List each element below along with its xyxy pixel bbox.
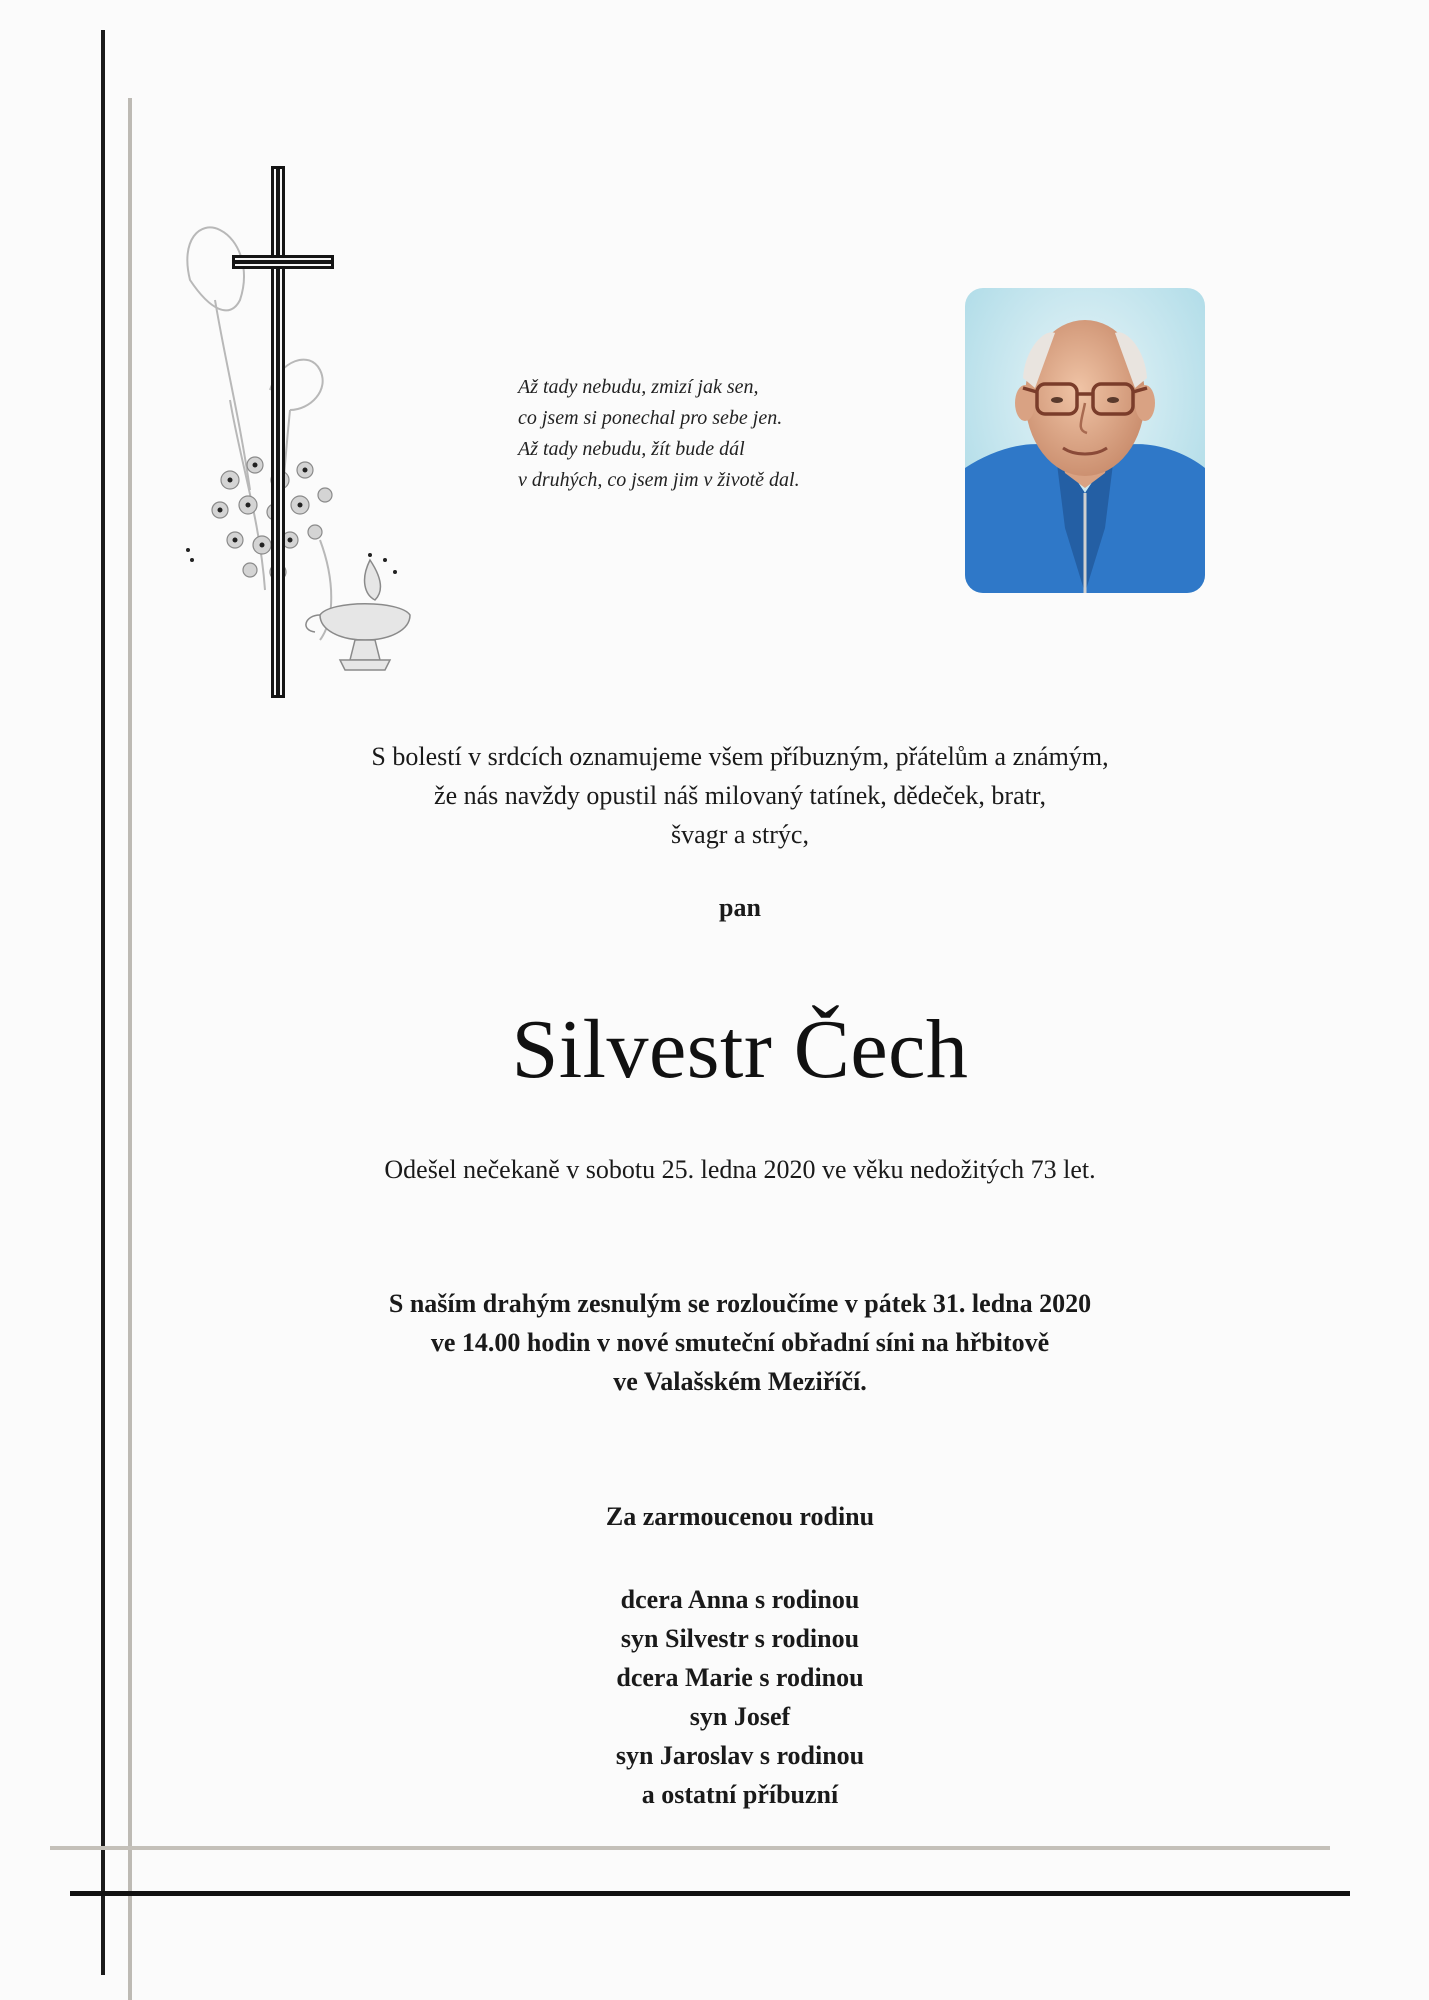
- family-member: dcera Marie s rodinou: [616, 1663, 864, 1692]
- poem: [518, 372, 918, 496]
- portrait-icon: [965, 288, 1205, 593]
- passed-away-line: Odešel nečekaně v sobotu 25. ledna 2020 ve věku nedožitých 73 let.: [384, 1155, 1096, 1184]
- poem-line: v druhých, co jsem jim v životě dal.: [518, 469, 800, 491]
- farewell-line: S naším drahým zesnulým se rozloučíme v pátek 31. ledna 2020: [388, 1289, 1092, 1318]
- frame-horizontal-black-line: [70, 1891, 1350, 1896]
- title-pan: pan: [719, 893, 761, 922]
- intro-line: S bolestí v srdcích oznamujeme všem příbuzným, přátelům a známým,: [371, 742, 1109, 771]
- family-member: a ostatní příbuzní: [641, 1780, 839, 1809]
- frame-vertical-black-line: [101, 30, 105, 1975]
- family-member: syn Silvestr s rodinou: [620, 1624, 860, 1653]
- poem-line: Až tady nebudu, žít bude dál: [518, 438, 745, 460]
- poem-line: Až tady nebudu, zmizí jak sen,: [518, 376, 759, 398]
- family-member: dcera Anna s rodinou: [620, 1585, 860, 1614]
- farewell-info: [140, 1284, 1340, 1401]
- family-list: [140, 1580, 1340, 1814]
- family-heading: Za zarmoucenou rodinu: [605, 1502, 875, 1531]
- frame-horizontal-grey-line: [50, 1846, 1330, 1850]
- cross-with-flowers: [170, 160, 450, 710]
- portrait-photo: [965, 288, 1205, 593]
- family-member: syn Josef: [689, 1702, 791, 1731]
- farewell-line: ve Valašském Meziříčí.: [613, 1367, 867, 1396]
- cross-icon: [170, 160, 450, 710]
- intro-line: švagr a strýc,: [671, 820, 809, 849]
- deceased-name: Silvestr Čech: [511, 1003, 969, 1096]
- intro-line: že nás navždy opustil náš milovaný tatínek, dědeček, bratr,: [434, 781, 1046, 810]
- frame-vertical-grey-line: [128, 98, 132, 2000]
- family-member: syn Jaroslav s rodinou: [615, 1741, 865, 1770]
- farewell-line: ve 14.00 hodin v nové smuteční obřadní síni na hřbitově: [430, 1328, 1050, 1357]
- announcement-intro: [140, 737, 1340, 854]
- poem-line: co jsem si ponechal pro sebe jen.: [518, 407, 783, 429]
